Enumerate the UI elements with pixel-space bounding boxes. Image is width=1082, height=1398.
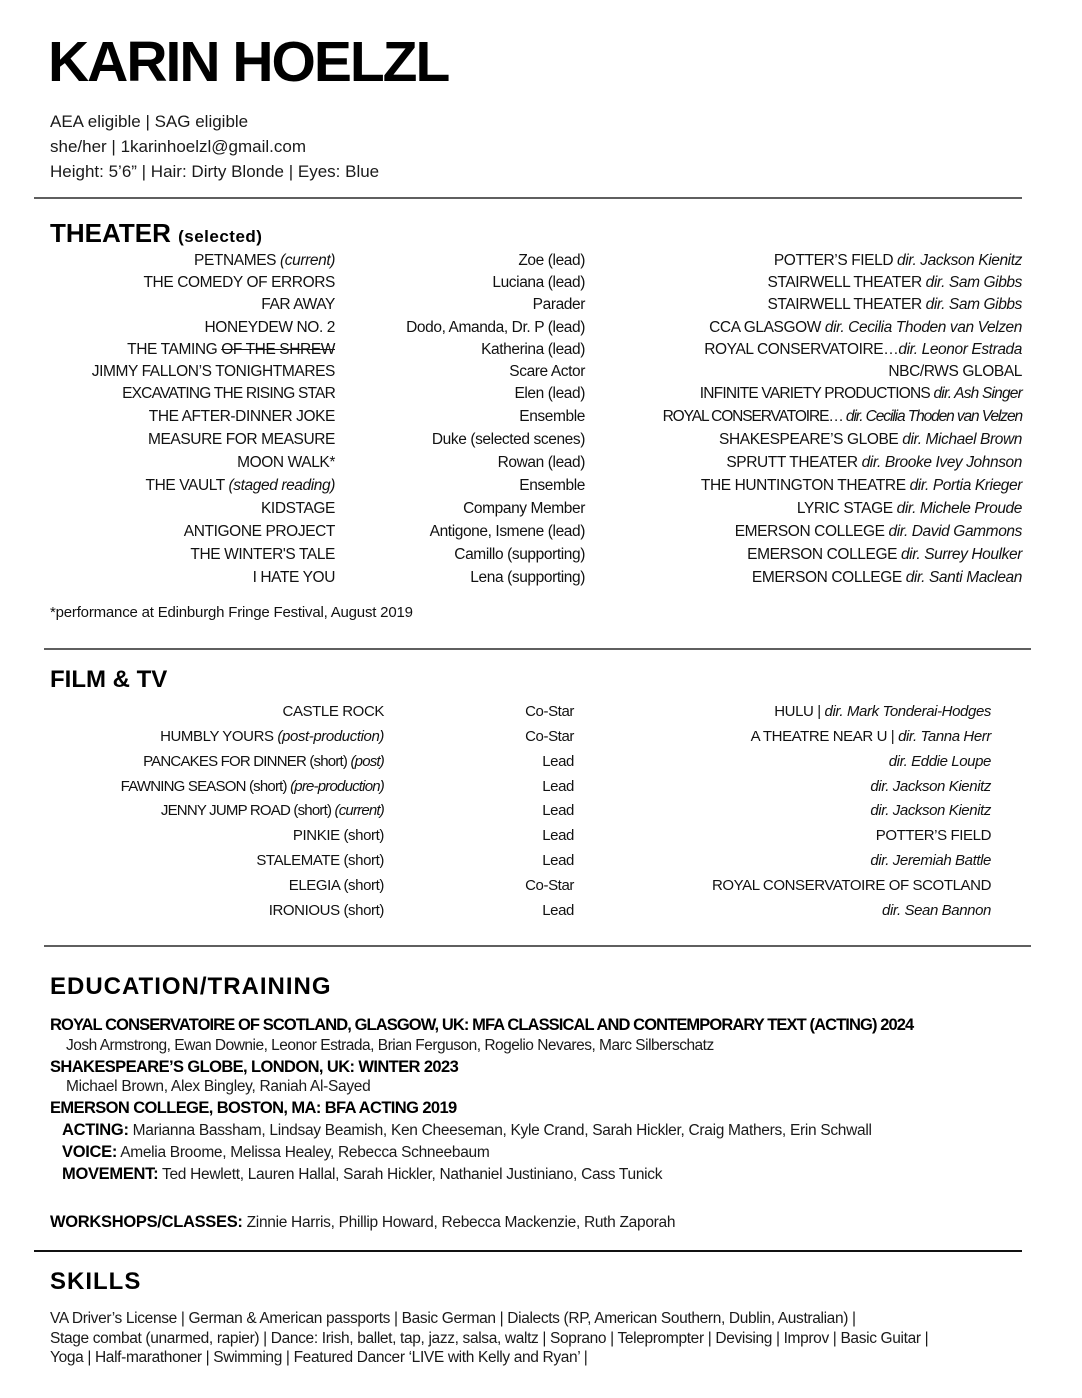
venue-director: dir. Jeremiah Battle <box>870 852 991 869</box>
role: Rowan (lead) <box>497 454 585 471</box>
show-title: STALEMATE (short) <box>256 852 384 869</box>
show-title: ANTIGONE PROJECT <box>183 523 335 540</box>
role: Lead <box>542 753 574 770</box>
show-title: KIDSTAGE <box>260 500 335 517</box>
venue-director: NBC/RWS GLOBAL <box>888 363 1022 380</box>
section-title-skills: SKILLS <box>50 1268 142 1295</box>
venue-director: dir. Jackson Kienitz <box>870 778 991 795</box>
school-heading: EMERSON COLLEGE, BOSTON, MA: BFA ACTING 2019 <box>50 1099 457 1117</box>
theater-row <box>0 477 1082 500</box>
role: Lead <box>542 827 574 844</box>
show-title: THE WINTER'S TALE <box>190 546 335 563</box>
role: Luciana (lead) <box>492 274 585 291</box>
role: Elen (lead) <box>514 385 585 402</box>
show-title: THE COMEDY OF ERRORS <box>143 274 335 291</box>
role: Duke (selected scenes) <box>431 431 585 448</box>
venue-director: ROYAL CONSERVATOIRE OF SCOTLAND <box>711 877 991 894</box>
theater-row <box>0 341 1082 364</box>
show-title: FAR AWAY <box>261 296 335 313</box>
role: Antigone, Ismene (lead) <box>429 523 585 540</box>
theater-subtitle: (selected) <box>178 227 263 246</box>
venue-director: dir. Eddie Loupe <box>888 753 991 770</box>
theater-row <box>0 274 1082 297</box>
venue-director: STAIRWELL THEATER dir. Sam Gibbs <box>767 296 1022 313</box>
school-teachers: Josh Armstrong, Ewan Downie, Leonor Estrada, Brian Ferguson, Rogelio Nevares, Marc Silberschatz <box>66 1037 714 1054</box>
film-row <box>0 753 1082 777</box>
film-row <box>0 877 1082 901</box>
theater-row <box>0 523 1082 546</box>
school-heading: SHAKESPEARE’S GLOBE, LONDON, UK: WINTER 2023 <box>50 1058 459 1076</box>
show-title: MEASURE FOR MEASURE <box>147 431 335 448</box>
divider <box>34 197 1022 199</box>
film-row <box>0 802 1082 826</box>
theater-row <box>0 385 1082 408</box>
theater-row <box>0 363 1082 386</box>
skills-line: VA Driver’s License | German & American passports | Basic German | Dialects (RP, American Southern, Dublin, Australian) | <box>50 1310 856 1327</box>
theater-row <box>0 546 1082 569</box>
school-heading: ROYAL CONSERVATOIRE OF SCOTLAND, GLASGOW, UK: MFA CLASSICAL AND CONTEMPORARY TEXT (ACTING) 2024 <box>50 1016 914 1034</box>
pronouns-email: she/her | 1karinhoelzl@gmail.com <box>50 137 307 156</box>
divider <box>44 945 1031 947</box>
venue-director: A THEATRE NEAR U | dir. Tanna Herr <box>750 728 991 745</box>
skills-line: Stage combat (unarmed, rapier) | Dance: Irish, ballet, tap, jazz, salsa, waltz | Soprano | Teleprompter | Devising | Improv | Basic Guitar | <box>50 1329 929 1347</box>
training-area-acting: ACTING: Marianna Bassham, Lindsay Beamish, Ken Cheeseman, Kyle Crand, Sarah Hickler, Craig Mathers, Erin Schwall <box>62 1121 872 1139</box>
role: Zoe (lead) <box>518 252 585 269</box>
skills-line: Yoga | Half-marathoner | Swimming | Featured Dancer ‘LIVE with Kelly and Ryan’ | <box>50 1349 588 1366</box>
theater-row <box>0 500 1082 523</box>
skills-list <box>50 1309 1040 1368</box>
role: Lead <box>542 852 574 869</box>
theater-row <box>0 296 1082 319</box>
venue-director: dir. Jackson Kienitz <box>870 802 991 819</box>
role: Ensemble <box>519 408 585 425</box>
theater-row <box>0 408 1082 431</box>
training-area-movement: MOVEMENT: Ted Hewlett, Lauren Hallal, Sarah Hickler, Nathaniel Justiniano, Cass Tunick <box>62 1165 663 1183</box>
venue-director: SPRUTT THEATER dir. Brooke Ivey Johnson <box>726 454 1022 471</box>
show-title: THE AFTER-DINNER JOKE <box>148 408 335 425</box>
theater-row <box>0 454 1082 477</box>
venue-director: STAIRWELL THEATER dir. Sam Gibbs <box>767 274 1022 291</box>
training-area-voice: VOICE: Amelia Broome, Melissa Healey, Rebecca Schneebaum <box>62 1143 490 1161</box>
role: Co-Star <box>525 877 574 894</box>
venue-director: dir. Sean Bannon <box>882 902 991 919</box>
role: Co-Star <box>525 703 574 720</box>
role: Co-Star <box>525 728 574 745</box>
theater-row <box>0 431 1082 454</box>
show-title: JENNY JUMP ROAD (short) (current) <box>160 802 384 819</box>
show-title: PETNAMES (current) <box>194 252 335 269</box>
theater-title-text: THEATER <box>50 218 171 248</box>
venue-director: ROYAL CONSERVATOIRE…dir. Leonor Estrada <box>704 341 1022 358</box>
show-title: I HATE YOU <box>252 569 335 586</box>
venue-director: LYRIC STAGE dir. Michele Proude <box>796 500 1022 517</box>
section-title-education: EDUCATION/TRAINING <box>50 973 332 1000</box>
school-teachers: Michael Brown, Alex Bingley, Raniah Al-Sayed <box>66 1078 371 1095</box>
show-title: FAWNING SEASON (short) (pre-production) <box>120 778 384 795</box>
show-title: EXCAVATING THE RISING STAR <box>122 385 335 402</box>
film-row <box>0 852 1082 876</box>
role: Scare Actor <box>509 363 585 380</box>
physical-stats: Height: 5’6” | Hair: Dirty Blonde | Eyes: Blue <box>50 162 380 181</box>
show-title: HONEYDEW NO. 2 <box>204 319 335 336</box>
role: Parader <box>532 296 585 313</box>
show-title: HUMBLY YOURS (post-production) <box>160 728 384 745</box>
divider <box>44 648 1031 650</box>
venue-director: INFINITE VARIETY PRODUCTIONS dir. Ash Singer <box>699 385 1022 402</box>
section-title-film-tv: FILM & TV <box>50 666 168 693</box>
venue-director: POTTER’S FIELD dir. Jackson Kienitz <box>773 252 1022 269</box>
workshops: WORKSHOPS/CLASSES: Zinnie Harris, Phillip Howard, Rebecca Mackenzie, Ruth Zaporah <box>50 1213 676 1231</box>
actor-name: KARIN HOELZL <box>48 30 449 94</box>
theater-row <box>0 252 1082 275</box>
role: Ensemble <box>519 477 585 494</box>
show-title: IRONIOUS (short) <box>268 902 384 919</box>
show-title: THE TAMING OF THE SHREW <box>127 341 335 358</box>
film-row <box>0 703 1082 727</box>
show-title: CASTLE ROCK <box>282 703 384 720</box>
role: Lead <box>542 802 574 819</box>
venue-director: EMERSON COLLEGE dir. Surrey Houlker <box>747 546 1022 563</box>
show-title: JIMMY FALLON’S TONIGHTMARES <box>91 363 335 380</box>
venue-director: CCA GLASGOW dir. Cecilia Thoden van Velzen <box>709 319 1022 336</box>
venue-director: POTTER’S FIELD <box>875 827 991 844</box>
show-title: PANCAKES FOR DINNER (short) (post) <box>143 753 384 770</box>
show-title: THE VAULT (staged reading) <box>145 477 335 494</box>
role: Lead <box>542 778 574 795</box>
show-title: MOON WALK* <box>237 454 335 471</box>
theater-row <box>0 569 1082 592</box>
section-title-theater <box>50 220 262 246</box>
role: Camillo (supporting) <box>454 546 585 563</box>
venue-director: EMERSON COLLEGE dir. Santi Maclean <box>751 569 1022 586</box>
show-title: ELEGIA (short) <box>288 877 384 894</box>
venue-director: HULU | dir. Mark Tonderai-Hodges <box>774 703 991 720</box>
film-row <box>0 902 1082 926</box>
union-status: AEA eligible | SAG eligible <box>50 112 249 131</box>
show-title: PINKIE (short) <box>292 827 384 844</box>
theater-footnote: *performance at Edinburgh Fringe Festival, August 2019 <box>50 604 413 621</box>
venue-director: EMERSON COLLEGE dir. David Gammons <box>734 523 1022 540</box>
film-row <box>0 728 1082 752</box>
venue-director: SHAKESPEARE’S GLOBE dir. Michael Brown <box>719 431 1022 448</box>
venue-director: THE HUNTINGTON THEATRE dir. Portia Krieger <box>700 477 1022 494</box>
divider <box>34 1250 1022 1252</box>
film-row <box>0 778 1082 802</box>
role: Lena (supporting) <box>470 569 585 586</box>
role: Company Member <box>463 500 585 517</box>
role: Dodo, Amanda, Dr. P (lead) <box>406 319 585 336</box>
role: Lead <box>542 902 574 919</box>
theater-row <box>0 319 1082 342</box>
venue-director: ROYAL CONSERVATOIRE… dir. Cecilia Thoden van Velzen <box>662 408 1022 425</box>
film-row <box>0 827 1082 851</box>
role: Katherina (lead) <box>481 341 585 358</box>
